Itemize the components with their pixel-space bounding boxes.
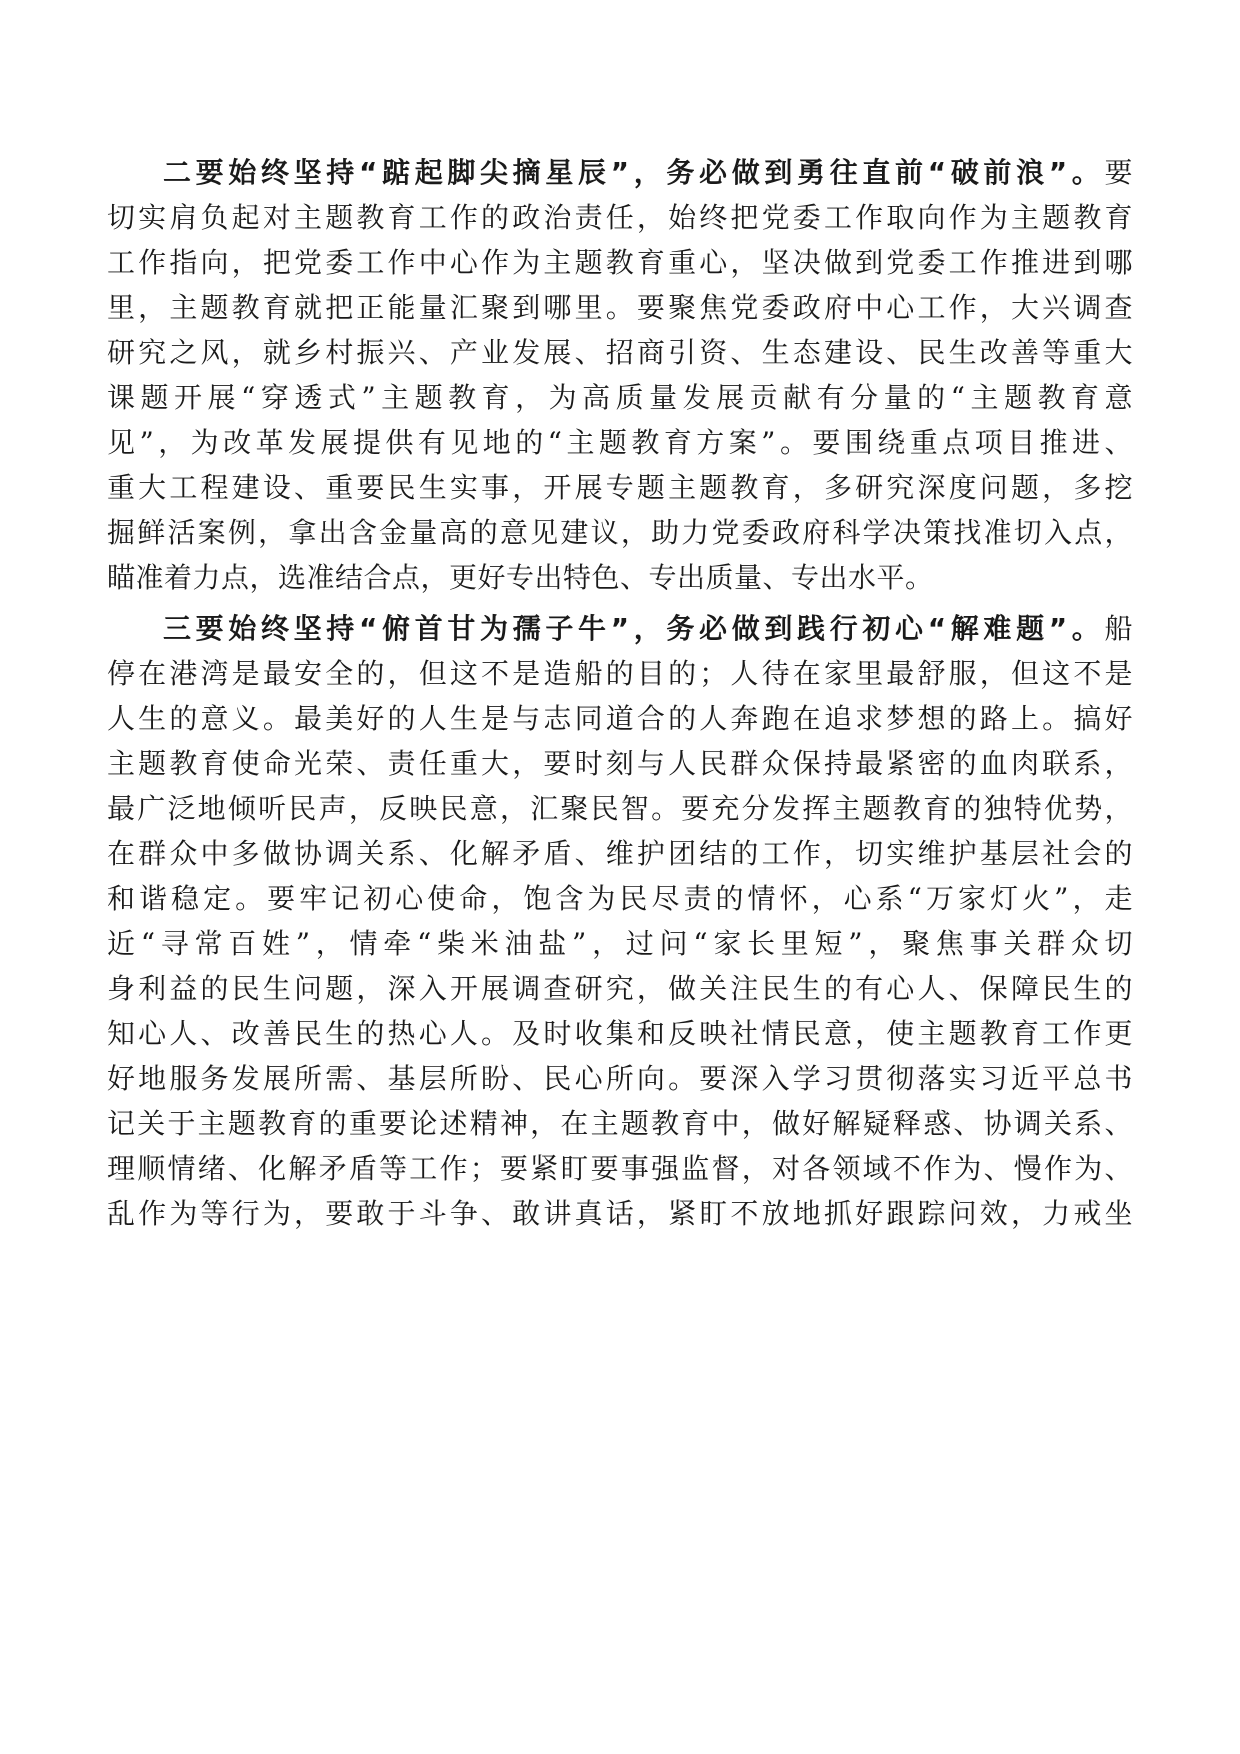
document-page	[107, 150, 1133, 1236]
paragraph-2	[107, 150, 1133, 600]
paragraph-line: 人生的意义。最美好的人生是与志同道合的人奔跑在追求梦想的路上。搞好	[107, 702, 1133, 735]
paragraph-line: 在群众中多做协调关系、化解矛盾、维护团结的工作，切实维护基层社会的	[107, 837, 1133, 870]
paragraph-line: 身利益的民生问题，深入开展调查研究，做关注民生的有心人、保障民生的	[107, 972, 1133, 1005]
paragraph-line: 课题开展“穿透式”主题教育，为高质量发展贡献有分量的“主题教育意	[107, 381, 1133, 414]
paragraph-lead: 三要始终坚持“俯首甘为孺子牛”，务必做到践行初心“解难题”。	[163, 612, 1105, 645]
paragraph-line: 最广泛地倾听民声，反映民意，汇聚民智。要充分发挥主题教育的独特优势，	[107, 792, 1133, 825]
paragraph-3	[107, 606, 1133, 1236]
paragraph-line: 瞄准着力点，选准结合点，更好专出特色、专出质量、专出水平。	[107, 561, 934, 594]
paragraph-line: 记关于主题教育的重要论述精神，在主题教育中，做好解疑释惑、协调关系、	[107, 1107, 1133, 1140]
paragraph-line: 乱作为等行为，要敢于斗争、敢讲真话，紧盯不放地抓好跟踪问效，力戒坐	[107, 1197, 1133, 1230]
paragraph-line: 见”，为改革发展提供有见地的“主题教育方案”。要围绕重点项目推进、	[107, 426, 1133, 459]
paragraph-line: 停在港湾是最安全的，但这不是造船的目的；人待在家里最舒服，但这不是	[107, 657, 1133, 690]
paragraph-lead: 二要始终坚持“踮起脚尖摘星辰”，务必做到勇往直前“破前浪”。	[163, 156, 1105, 189]
paragraph-first-line	[107, 606, 1133, 651]
paragraph-line: 重大工程建设、重要民生实事，开展专题主题教育，多研究深度问题，多挖	[107, 471, 1133, 504]
paragraph-line: 知心人、改善民生的热心人。及时收集和反映社情民意，使主题教育工作更	[107, 1017, 1133, 1050]
paragraph-first-rest: 船	[1104, 612, 1133, 645]
paragraph-line: 近“寻常百姓”，情牵“柴米油盐”，过问“家长里短”，聚焦事关群众切	[107, 927, 1133, 960]
paragraph-first-rest: 要	[1104, 156, 1133, 189]
paragraph-line: 好地服务发展所需、基层所盼、民心所向。要深入学习贯彻落实习近平总书	[107, 1062, 1133, 1095]
paragraph-line: 理顺情绪、化解矛盾等工作；要紧盯要事强监督，对各领域不作为、慢作为、	[107, 1152, 1133, 1185]
paragraph-first-line	[107, 150, 1133, 195]
paragraph-line: 工作指向，把党委工作中心作为主题教育重心，坚决做到党委工作推进到哪	[107, 246, 1133, 279]
paragraph-line: 主题教育使命光荣、责任重大，要时刻与人民群众保持最紧密的血肉联系，	[107, 747, 1133, 780]
paragraph-line: 里，主题教育就把正能量汇聚到哪里。要聚焦党委政府中心工作，大兴调查	[107, 291, 1133, 324]
paragraph-line: 掘鲜活案例，拿出含金量高的意见建议，助力党委政府科学决策找准切入点，	[107, 516, 1133, 549]
paragraph-line: 和谐稳定。要牢记初心使命，饱含为民尽责的情怀，心系“万家灯火”，走	[107, 882, 1133, 915]
paragraph-line: 研究之风，就乡村振兴、产业发展、招商引资、生态建设、民生改善等重大	[107, 336, 1133, 369]
paragraph-line: 切实肩负起对主题教育工作的政治责任，始终把党委工作取向作为主题教育	[107, 201, 1133, 234]
